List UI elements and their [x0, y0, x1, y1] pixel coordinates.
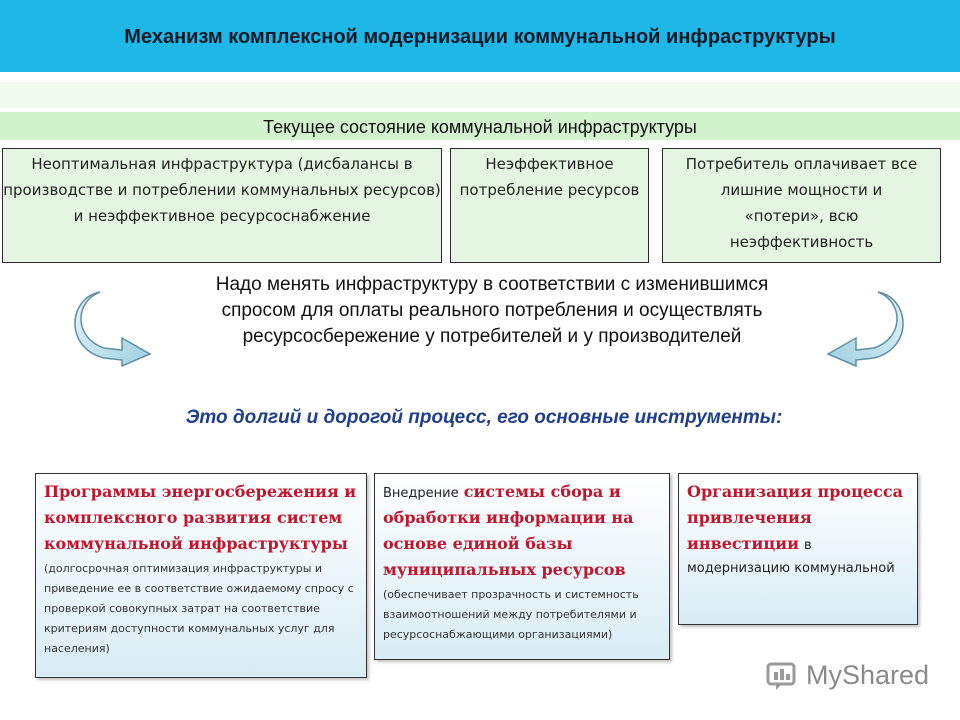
tool-title: Программы энергосбережения и комплексного развития систем коммунальной инфраструктуры: [44, 482, 357, 553]
state-box-text: Потребитель оплачивает все лишние мощности и «потери», всю неэффективность: [685, 155, 918, 251]
curved-arrow-left-icon: [70, 288, 154, 368]
tool-detail: модернизацию коммунальной: [687, 561, 895, 576]
decorative-band: [0, 82, 960, 108]
watermark-brand: MyShared: [806, 660, 930, 690]
current-state-label: Текущее состояние коммунальной инфраструктуры: [263, 117, 697, 137]
main-statement: Надо менять инфраструктуру в соответствии с изменившимся спросом для оплаты реального потребления и осуществлять ресурсосбережение у потребителей и у производителей: [215, 274, 769, 347]
state-box-infrastructure: [2, 148, 442, 263]
state-box-payment: [662, 148, 941, 263]
tool-detail: (долгосрочная оптимизация инфраструктуры и приведение ее в соответствие ожидаемому спросу с проверкой совокупных затрат на соответствие критериям доступности коммунальных услуг для населения): [44, 562, 354, 655]
tool-title: Организация процесса привлечения инвестиции: [687, 482, 903, 553]
tool-prefix: Внедрение: [383, 486, 459, 501]
state-box-text: Неоптимальная инфраструктура (дисбалансы в производстве и потреблении коммунальных ресурсов) и неэффективное ресурсоснабжение: [3, 155, 441, 225]
myshared-logo-icon: [766, 660, 802, 694]
tools-subtitle: Это долгий и дорогой процесс, его основные инструменты:: [185, 407, 783, 428]
tool-box-programs: [35, 473, 367, 678]
tool-title: системы сбора и обработки информации на основе единой базы муниципальных ресурсов: [383, 482, 634, 579]
state-box-text: Неэффективное потребление ресурсов: [459, 155, 640, 199]
tool-suffix: в: [804, 538, 812, 553]
state-box-consumption: [450, 148, 649, 263]
tool-box-investments: [678, 473, 918, 625]
tool-detail: (обеспечивает прозрачность и системность взаимоотношений между потребителями и ресурсоснабжающими организациями): [383, 588, 639, 641]
curved-arrow-right-icon: [824, 288, 908, 368]
tool-box-information-system: [374, 473, 670, 660]
page-title: Механизм комплексной модернизации коммунальной инфраструктуры: [124, 26, 836, 48]
